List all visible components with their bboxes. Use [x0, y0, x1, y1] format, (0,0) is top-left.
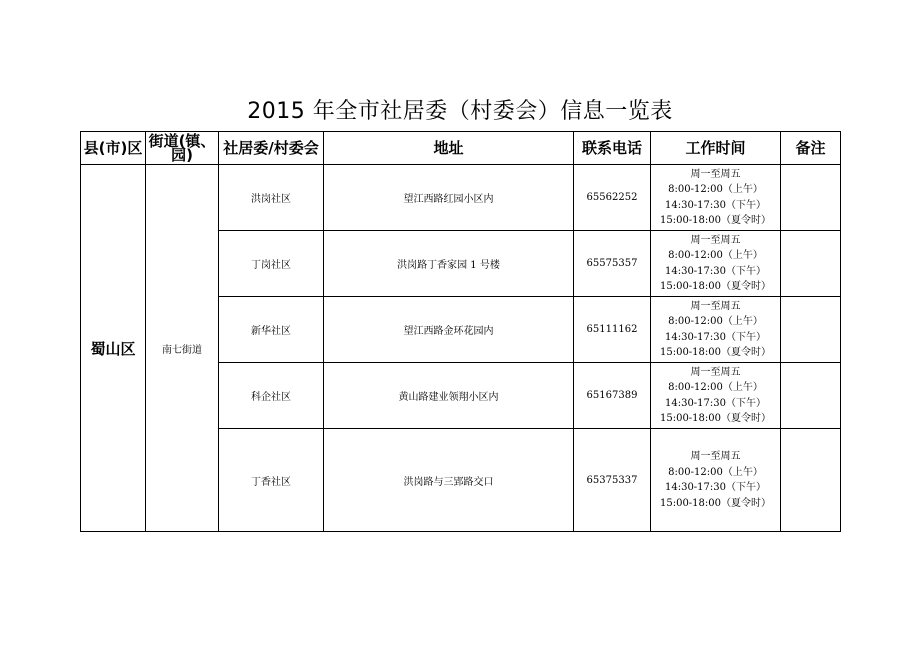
community-cell: 洪岗社区 — [219, 165, 324, 231]
note-cell — [781, 297, 841, 363]
hours-line: 14:30-17:30（下午） — [664, 397, 766, 409]
hours-line: 15:00-18:00（夏令时） — [659, 215, 771, 226]
hours-line: 8:00-12:00（上午） — [668, 250, 763, 261]
header-row — [81, 132, 841, 165]
header-county: 县(市)区 — [81, 132, 146, 165]
hours-cell — [651, 363, 781, 429]
address-cell: 洪岗路与三郢路交口 — [324, 429, 574, 532]
hours-line: 周一至周五 — [690, 366, 741, 378]
header-note: 备注 — [781, 132, 841, 165]
hours-line: 周一至周五 — [690, 300, 741, 312]
address-cell: 洪岗路丁香家园 1 号楼 — [324, 231, 574, 297]
hours-line: 15:00-18:00（夏令时） — [659, 281, 771, 292]
address-cell: 望江西路金环花园内 — [324, 297, 574, 363]
header-phone: 联系电话 — [574, 132, 651, 165]
phone-cell: 65375337 — [574, 429, 651, 532]
hours-line: 8:00-12:00（上午） — [668, 466, 763, 478]
phone-cell: 65575357 — [574, 231, 651, 297]
hours-cell — [651, 297, 781, 363]
header-street: 街道(镇、园) — [146, 132, 219, 165]
note-cell — [781, 231, 841, 297]
hours-line: 8:00-12:00（上午） — [668, 316, 763, 327]
community-cell: 新华社区 — [219, 297, 324, 363]
note-cell — [781, 363, 841, 429]
street-cell: 南七街道 — [146, 165, 219, 532]
hours-cell — [651, 429, 781, 532]
address-cell: 望江西路红园小区内 — [324, 165, 574, 231]
hours-line: 周一至周五 — [690, 451, 741, 462]
hours-line: 8:00-12:00（上午） — [668, 382, 763, 393]
hours-line: 14:30-17:30（下午） — [664, 265, 766, 277]
hours-line: 14:30-17:30（下午） — [664, 331, 766, 343]
hours-line: 8:00-12:00（上午） — [668, 184, 763, 195]
hours-line: 周一至周五 — [690, 234, 741, 246]
note-cell — [781, 165, 841, 231]
hours-line: 15:00-18:00（夏令时） — [659, 413, 771, 424]
hours-line: 14:30-17:30（下午） — [664, 482, 766, 493]
phone-cell: 65111162 — [574, 297, 651, 363]
hours-cell — [651, 231, 781, 297]
header-hours: 工作时间 — [651, 132, 781, 165]
hours-cell — [651, 165, 781, 231]
hours-line: 14:30-17:30（下午） — [664, 199, 766, 211]
community-cell: 丁香社区 — [219, 429, 324, 532]
note-cell — [781, 429, 841, 532]
address-cell: 黄山路建业领翔小区内 — [324, 363, 574, 429]
phone-cell: 65562252 — [574, 165, 651, 231]
community-cell: 丁岗社区 — [219, 231, 324, 297]
phone-cell: 65167389 — [574, 363, 651, 429]
hours-line: 周一至周五 — [690, 168, 741, 180]
community-cell: 科企社区 — [219, 363, 324, 429]
info-table — [80, 131, 841, 532]
county-cell: 蜀山区 — [81, 165, 146, 532]
header-community: 社居委/村委会 — [219, 132, 324, 165]
table-row — [81, 165, 841, 231]
page-title: 2015 年全市社居委（村委会）信息一览表 — [247, 99, 673, 124]
header-address: 地址 — [324, 132, 574, 165]
hours-line: 15:00-18:00（夏令时） — [659, 497, 771, 509]
hours-line: 15:00-18:00（夏令时） — [659, 347, 771, 358]
